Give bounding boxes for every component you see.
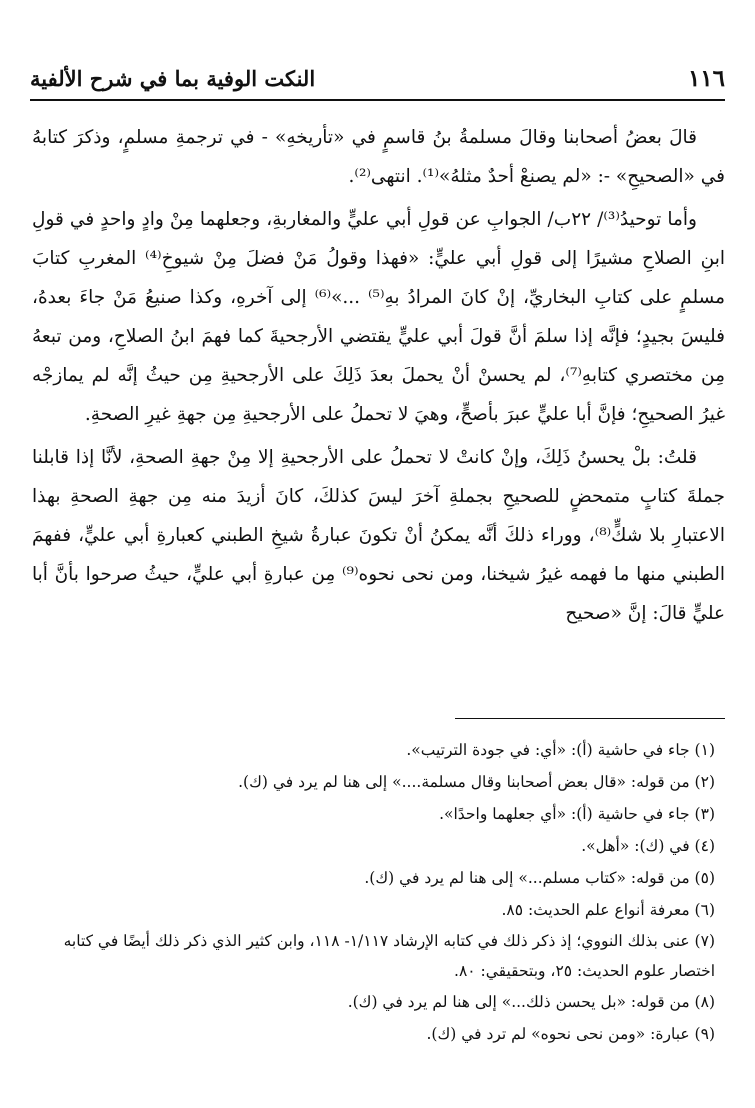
footnote-1: (١) جاء في حاشية (أ): «أي: في جودة الترتيب». <box>406 741 715 759</box>
main-text <box>32 118 725 633</box>
running-header <box>30 58 725 98</box>
paragraph-3: قلتُ: بلْ يحسنُ ذَلِكَ، وإنْ كانتْ لا تحملُ على الأرجحيةِ إلا مِنْ جهةِ الصحةِ، لأنَّا إذا قابلنا جملةَ كتابٍ متمحضٍ للصحيحِ بجملةِ آخرَ ليسَ كذلكَ، كانَ أزيدَ منه مِن جهةِ الصحةِ بهذا الاعتبارِ بلا شكٍّ⁽⁸⁾، ووراء ذلكَ أنَّه يمكنُ أنْ تكونَ عبارةُ شيخِ الطبني كعبارةِ أبي عليٍّ، ففهمَ الطبني منها ما فهمه غيرُ شيخنا، ومن نحى نحوه⁽⁹⁾ مِن عبارةِ أبي عليٍّ، حيثُ صرحوا بأنَّ أبا عليٍّ قالَ: إنَّ «صحيح <box>32 447 725 624</box>
footnote-8: (٨) من قوله: «بل يحسن ذلك...» إلى هنا لم يرد في (ك). <box>347 993 715 1011</box>
footnote-7: (٧) عنى بذلك النووي؛ إذ ذكر ذلك في كتابه الإرشاد ١/١١٧- ١١٨، وابن كثير الذي ذكر ذلك أيضًا في كتابه اختصار علوم الحديث: ٢٥، وبتحقيقي: ٨٠. <box>63 932 715 980</box>
footnote-4: (٤) في (ك): «أهل». <box>581 837 715 855</box>
footnote-9: (٩) عبارة: «ومن نحى نحوه» لم ترد في (ك). <box>426 1025 715 1043</box>
footnote-5: (٥) من قوله: «كتاب مسلم...» إلى هنا لم يرد في (ك). <box>364 869 715 887</box>
footnote-3: (٣) جاء في حاشية (أ): «أي جعلهما واحدًا». <box>439 805 715 823</box>
header-divider <box>30 99 725 101</box>
footnote-2: (٢) من قوله: «قال بعض أصحابنا وقال مسلمة....» إلى هنا لم يرد في (ك). <box>238 773 715 791</box>
footnotes <box>32 734 725 1050</box>
footnote-divider <box>455 718 725 719</box>
running-title: النكت الوفية بما في شرح الألفية <box>30 65 316 91</box>
paragraph-2: وأما توحيدُ⁽³⁾/ ٢٢ب/ الجوابِ عن قولِ أبي عليٍّ والمغاربةِ، وجعلهما مِنْ وادٍ واحدٍ في قولِ ابنِ الصلاحِ مشيرًا إلى قولِ أبي عليٍّ: «فهذا وقولُ مَنْ فضلَ مِنْ شيوخِ⁽⁴⁾ المغربِ كتابَ مسلمٍ على كتابِ البخاريِّ، إنْ كانَ المرادُ بهِ⁽⁵⁾ ...»⁽⁶⁾ إلى آخرهِ، وكذا صنيعُ مَنْ جاءَ بعدهُ، فليسَ بجيدٍ؛ فإنَّه إذا سلمَ أنَّ قولَ أبي عليٍّ يقتضي الأرجحيةَ كما فهمَ ابنُ الصلاحِ، ومن تبعهُ مِن مختصري كتابهِ⁽⁷⁾، لم يحسنْ أنْ يحملَ بعدَ ذَلِكَ على الأرجحيةِ مِن حيثُ إنَّه لم يمازجْه غيرُ الصحيحِ؛ فإنَّ أبا عليٍّ عبرَ بأصحٍّ، وهيَ لا تحملُ على الأرجحيةِ مِن جهةِ غيرِ الصحةِ. <box>32 209 725 425</box>
paragraph-1: قالَ بعضُ أصحابنا وقالَ مسلمةُ بنُ قاسمٍ في «تأريخهِ» - في ترجمةِ مسلمٍ، وذكرَ كتابهُ في «الصحيحِ» -: «لم يصنعْ أحدٌ مثلهُ»⁽¹⁾. انتهى⁽²⁾. <box>32 127 725 187</box>
page-number: ١١٦ <box>687 64 725 92</box>
footnote-6: (٦) معرفة أنواع علم الحديث: ٨٥. <box>501 901 715 919</box>
